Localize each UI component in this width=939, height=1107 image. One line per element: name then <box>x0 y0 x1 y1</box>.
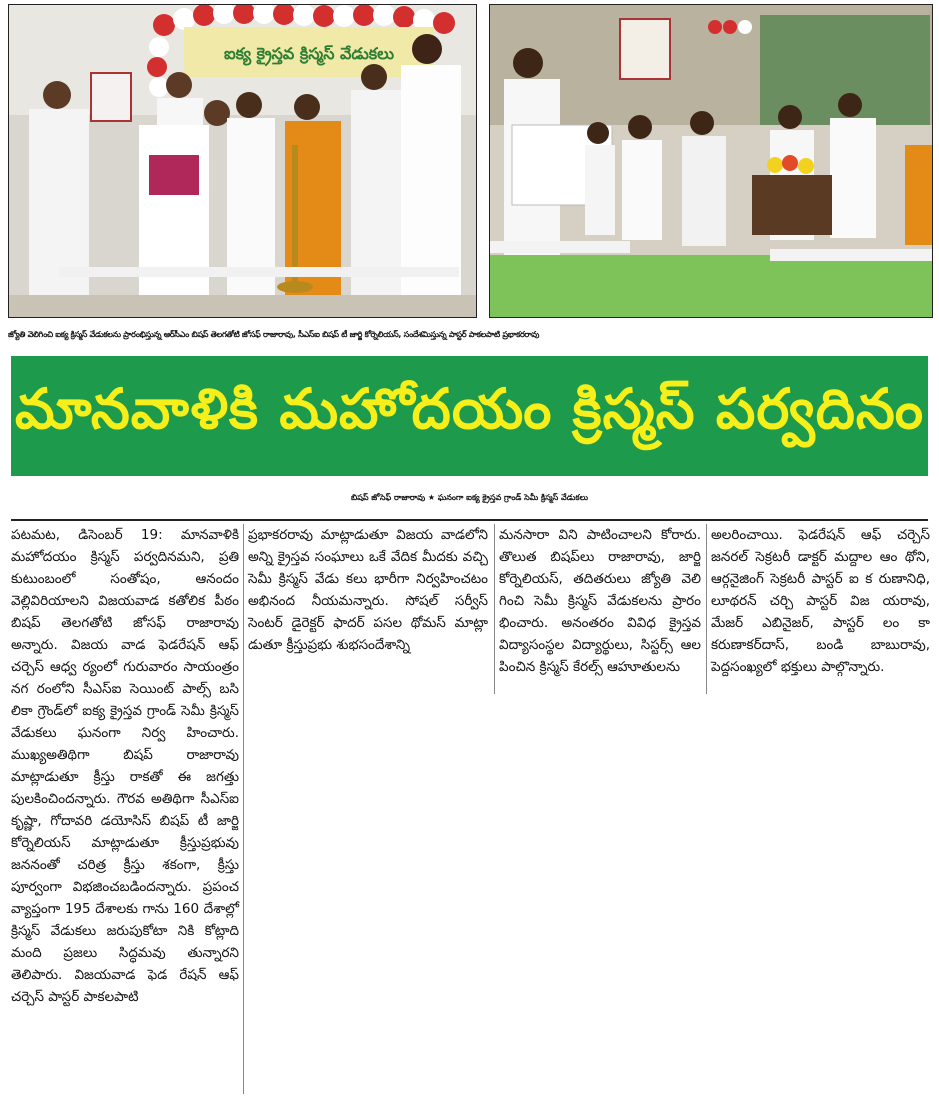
article-column-1: పటమట, డిసెంబర్ 19: మానవాళికి మహోదయం క్రిస్మస్ పర్వదినమని, ప్రతి కుటుంబంలో సంతోషం, ఆనందం వెల్లివిరియాలని విజయవాడ కతోలిక పీఠం బిషప్ తెలగతోటి జోసఫ్ రాజారావు అన్నారు. విజయ వాడ ఫెడరేషన్ ఆఫ్ చర్చెస్ ఆధ్వ ర్యంలో గురువారం సాయంత్రం నగ రంలోని సీఎస్ఐ సెయింట్ పాల్స్ బసి లికా గ్రౌండ్‌లో ఐక్య క్రైస్తవ గ్రాండ్ సెమీ క్రిస్మస్ వేడుకలు ఘనంగా నిర్వ హించారు. ముఖ్యఅతిథిగా బిషప్ రాజారావు మాట్లాడుతూ క్రీస్తు రాకతో ఈ జగత్తు పులకించిందన్నారు. గౌరవ అతిథిగా సీఎస్ఐ కృష్ణా, గోదావరి డయోసిస్ బిషప్ టీ జార్జి కోర్నెలియస్ మాట్లాడుతూ క్రీస్తుప్రభువు జననంతో చరిత్ర క్రీస్తు శకంగా, క్రీస్తు పూర్వంగా విభజించబడిందన్నారు. ప్రపంచ వ్యాప్తంగా 195 దేశాలకు గాను 160 దేశాల్లో క్రిస్మస్ వేడుకలు జరుపుకోటా నికి కోట్లాది మంది ప్రజలు సిద్ధమవు తున్నారని తెలిపారు. విజయవాడ ఫెడ రేషన్ ఆఫ్ చర్చెస్ పాస్టర్ పాకలపాటి <box>11 527 239 1005</box>
headline: మానవాళికి మహోదయం క్రిస్మస్ పర్వదినం <box>15 377 924 442</box>
article-column-4: అలరించాయి. ఫెడరేషన్ ఆఫ్ చర్చెస్ జనరల్ సెక్రటరీ డాక్టర్ మద్దాల ఆం థోని, ఆర్గనైజింగ్ సెక్రటరీ పాస్టర్ ఐ క రుణానిధి, లూథరన్ చర్చి పాస్టర్ విజ యరావు, మేజర్ ఎబినైజర్, పాస్టర్ లం కా కరుణాకర్‌దాస్, బండి బాబురావు, పెద్దసంఖ్యలో భక్తులు పాల్గొన్నారు. <box>711 527 930 675</box>
flower-table <box>752 175 832 235</box>
column-divider <box>706 524 707 694</box>
headline-band <box>11 356 928 476</box>
event-photo-lamp-lighting <box>8 4 477 318</box>
column-divider <box>494 524 495 694</box>
event-photo-speaker <box>489 4 933 318</box>
speaker <box>513 48 543 78</box>
stage-banner-text: ఐక్య క్రైస్తవ క్రిస్మస్ వేడుకలు <box>224 44 394 63</box>
lamp-lighting-scene <box>9 5 476 317</box>
divider <box>11 519 928 521</box>
article-column-3: మనసారా విని పాటించాలని కోరారు. తొలుత బిషప్‌లు రాజారావు, జార్జి కోర్నెలియస్, తదితరులు జ్యోతి వెలి గించి సెమీ క్రిస్మస్ వేడుకలను ప్రారం భించారు. అనంతరం వివిధ క్రైస్తవ విద్యాసంస్థల విద్యార్థులు, సిస్టర్స్ ఆల పించిన క్రిస్మస్ కేరల్స్ ఆహూతులను <box>499 527 701 675</box>
article-column-2: ప్రభాకరరావు మాట్లాడుతూ విజయ వాడలోని అన్ని క్రైస్తవ సంఘాలు ఒకే వేదిక మీదకు వచ్చి సెమీ క్రిస్మస్ వేడు కలు భారీగా నిర్వహించటం అభినంద నీయమన్నారు. సోషల్ సర్వీస్ సెంటర్ డైరెక్టర్ ఫాదర్ పసల థోమస్ మాట్లా డుతూ క్రీస్తుప్రభు శుభసందేశాన్ని <box>248 527 488 653</box>
photo-caption: జ్యోతి వెలిగించి ఐక్య క్రిస్మస్ వేడుకలను ప్రారంభిస్తున్న ఆర్‌సీఎం బిషప్ తెలగతోటి జోసఫ్ రాజారావు, సీఎస్ఐ బిషప్ టీ జార్జి కోర్నెలియస్, సందేశమిస్తున్న పాస్టర్ పాకలపాటి ప్రభాకరరావు <box>8 330 540 339</box>
oil-lamp <box>292 145 298 285</box>
column-divider <box>243 524 244 1094</box>
speaker-stage-scene <box>490 5 932 317</box>
subheadline: బిషప్ జోసెఫ్ రాజారావు ★ ఘనంగా ఐక్య క్రైస్తవ గ్రాండ్ సెమీ క్రిస్మస్ వేడుకలు <box>350 493 589 502</box>
